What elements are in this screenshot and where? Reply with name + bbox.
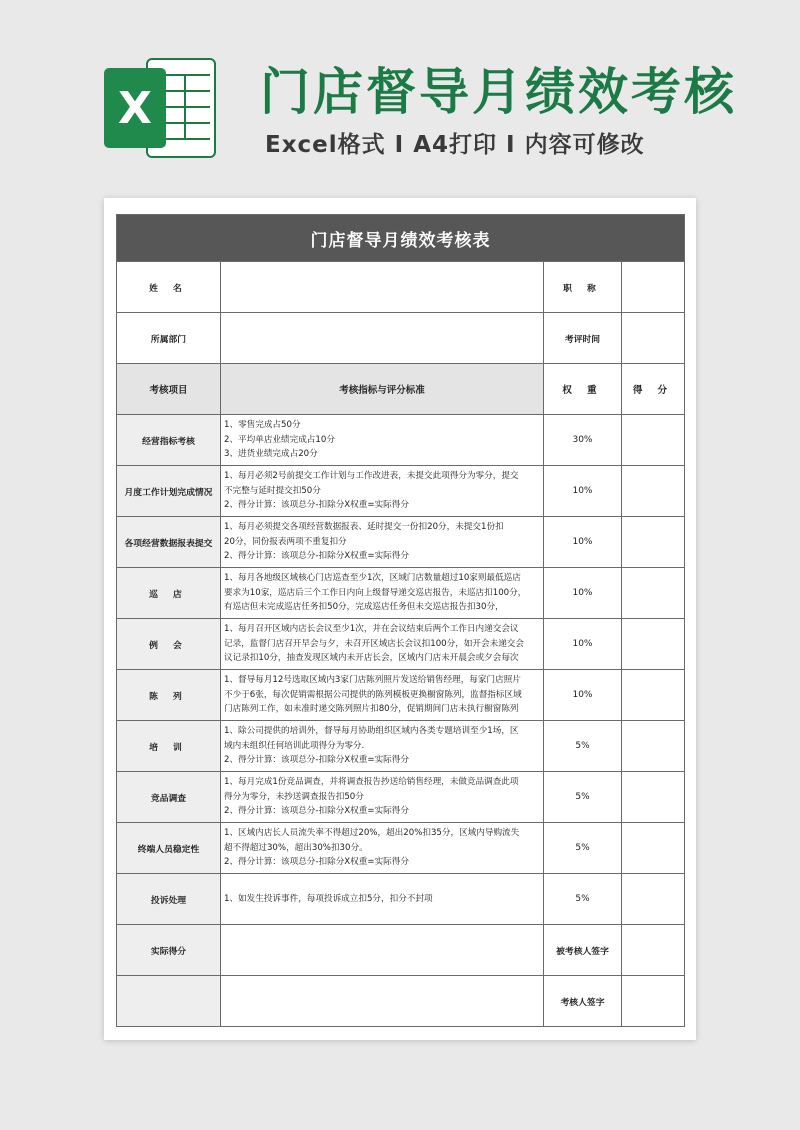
eval-time-value-cell[interactable] — [622, 313, 685, 364]
table-row — [117, 517, 685, 568]
item-name: 培 训 — [117, 721, 221, 772]
name-label: 姓 名 — [117, 262, 221, 313]
name-value-cell[interactable] — [221, 262, 544, 313]
table-row — [117, 568, 685, 619]
item-name: 竞品调查 — [117, 772, 221, 823]
actual-score-value-cell[interactable] — [221, 925, 544, 976]
position-label: 职 称 — [544, 262, 622, 313]
excel-logo-icon — [104, 58, 216, 158]
item-criteria: 1、除公司提供的培训外，督导每月协助组织区域内各类专题培训至少1场，区 域内未组织任何培训此项得分为零分. 2、得分计算：该项总分-扣除分X权重=实际得分 — [221, 721, 544, 772]
item-criteria: 1、每月各地级区域核心门店巡查至少1次，区域门店数量超过10家则最低巡店 要求为10家，巡店后三个工作日内向上级督导递交巡店报告，未巡店扣100分， 有巡店但未完成巡店任务扣50分，完成巡店任务但未交巡店报告扣30分， — [221, 568, 544, 619]
item-weight: 10% — [544, 568, 622, 619]
item-weight: 5% — [544, 823, 622, 874]
table-row — [117, 823, 685, 874]
table-row — [117, 670, 685, 721]
table-row — [117, 466, 685, 517]
table-row — [117, 721, 685, 772]
item-score-cell[interactable] — [622, 772, 685, 823]
table-row — [117, 874, 685, 925]
item-weight: 10% — [544, 670, 622, 721]
item-criteria: 1、每月必须提交各项经营数据报表、延时提交一份扣20分，未提交1份扣 20分，同份报表两项不重复扣分 2、得分计算：该项总分-扣除分X权重=实际得分 — [221, 517, 544, 568]
table-title-row — [117, 215, 685, 262]
actual-score-label: 实际得分 — [117, 925, 221, 976]
header-weight: 权 重 — [544, 364, 622, 415]
blank-label-cell — [117, 976, 221, 1027]
examinee-sign-cell[interactable] — [622, 925, 685, 976]
item-score-cell[interactable] — [622, 823, 685, 874]
position-value-cell[interactable] — [622, 262, 685, 313]
header-row — [117, 364, 685, 415]
banner-subtitle: Excel格式 I A4打印 I 内容可修改 — [265, 132, 645, 158]
dept-value-cell[interactable] — [221, 313, 544, 364]
item-criteria: 1、每月完成1份竞品调查，并将调查报告抄送给销售经理，未做竞品调查此项 得分为零分，未抄送调查报告扣50分 2、得分计算：该项总分-扣除分X权重=实际得分 — [221, 772, 544, 823]
document-page — [104, 198, 696, 1040]
item-criteria: 1、每月必须2号前提交工作计划与工作改进表，未提交此项得分为零分，提交 不完整与延时提交扣50分 2、得分计算：该项总分-扣除分X权重=实际得分 — [221, 466, 544, 517]
evaluation-table — [116, 214, 685, 1027]
item-weight: 5% — [544, 772, 622, 823]
item-score-cell[interactable] — [622, 466, 685, 517]
banner-title: 门店督导月绩效考核 — [260, 63, 737, 121]
examiner-sign-cell[interactable] — [622, 976, 685, 1027]
item-name: 例 会 — [117, 619, 221, 670]
item-name: 各项经营数据报表提交 — [117, 517, 221, 568]
item-name: 终端人员稳定性 — [117, 823, 221, 874]
item-score-cell[interactable] — [622, 568, 685, 619]
item-weight: 10% — [544, 619, 622, 670]
header-score: 得 分 — [622, 364, 685, 415]
name-row — [117, 262, 685, 313]
item-score-cell[interactable] — [622, 517, 685, 568]
item-criteria: 1、区域内店长人员流失率不得超过20%，超出20%扣35分，区域内导购流失 超不得超过30%，超出30%扣30分。 2、得分计算：该项总分-扣除分X权重=实际得分 — [221, 823, 544, 874]
examiner-sign-label: 考核人签字 — [544, 976, 622, 1027]
table-title: 门店督导月绩效考核表 — [117, 215, 685, 262]
eval-time-label: 考评时间 — [544, 313, 622, 364]
item-weight: 10% — [544, 466, 622, 517]
excel-x-icon: X — [104, 68, 166, 148]
dept-label: 所属部门 — [117, 313, 221, 364]
item-name: 巡 店 — [117, 568, 221, 619]
table-row — [117, 619, 685, 670]
item-score-cell[interactable] — [622, 721, 685, 772]
item-criteria: 1、督导每月12号选取区域内3家门店陈列照片发送给销售经理，每家门店照片 不少于6张，每次促销需根据公司提供的陈列模板更换橱窗陈列，监督指标区域 门店陈列工作，如未准时递交陈列照片扣80分，促销期间门店未执行橱窗陈列 — [221, 670, 544, 721]
item-score-cell[interactable] — [622, 415, 685, 466]
item-weight: 30% — [544, 415, 622, 466]
item-name: 投诉处理 — [117, 874, 221, 925]
item-criteria: 1、每月召开区域内店长会议至少1次，并在会议结束后两个工作日内递交会议 记录，监督门店召开早会与夕，未召开区域店长会议扣100分，如开会未递交会 议记录扣10分，抽查发现区域内未开店长会，区域内门店未开晨会或夕会每次 — [221, 619, 544, 670]
table-row — [117, 415, 685, 466]
item-score-cell[interactable] — [622, 874, 685, 925]
header-item: 考核项目 — [117, 364, 221, 415]
item-weight: 5% — [544, 721, 622, 772]
item-score-cell[interactable] — [622, 619, 685, 670]
item-name: 陈 列 — [117, 670, 221, 721]
examinee-sign-label: 被考核人签字 — [544, 925, 622, 976]
banner — [0, 0, 800, 180]
blank-value-cell[interactable] — [221, 976, 544, 1027]
item-name: 月度工作计划完成情况 — [117, 466, 221, 517]
dept-row — [117, 313, 685, 364]
item-criteria: 1、如发生投诉事件，每项投诉成立扣5分，扣分不封项 — [221, 874, 544, 925]
table-row — [117, 772, 685, 823]
item-name: 经营指标考核 — [117, 415, 221, 466]
header-criteria: 考核指标与评分标准 — [221, 364, 544, 415]
item-weight: 10% — [544, 517, 622, 568]
actual-score-row — [117, 925, 685, 976]
item-criteria: 1、零售完成占50分 2、平均单店业绩完成占10分 3、进货业绩完成占20分 — [221, 415, 544, 466]
item-weight: 5% — [544, 874, 622, 925]
item-score-cell[interactable] — [622, 670, 685, 721]
signature-row — [117, 976, 685, 1027]
